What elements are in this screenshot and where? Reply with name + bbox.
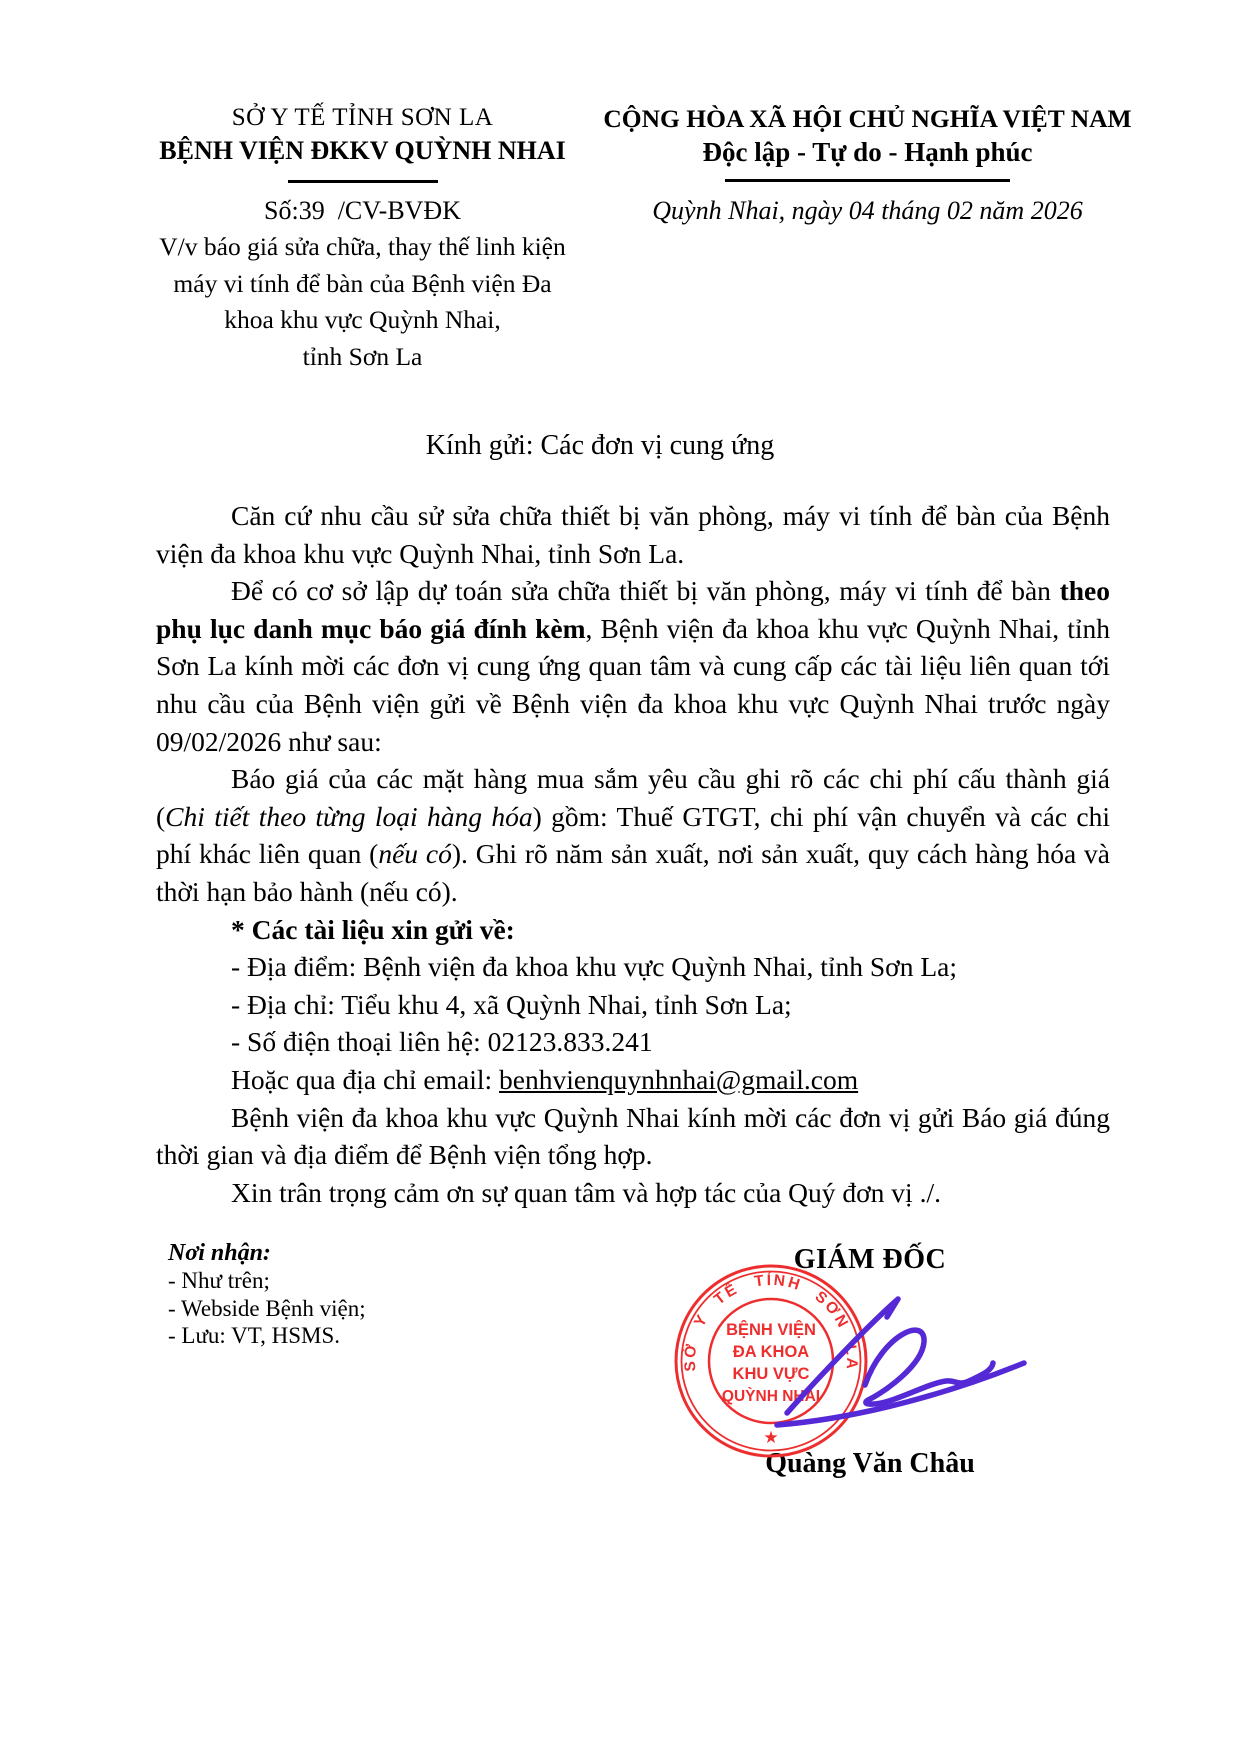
seal-inner-line: QUỲNH NHAI bbox=[721, 1388, 821, 1405]
text-run: , Bệnh viện đa khoa khu vực Quỳnh Nhai, tỉnh Sơn La kính mời các đơn vị cung ứng quan tâm và cung cấp các tài liệu liên quan tới nhu cầu của Bệnh viện gửi về Bệnh viện đa khoa khu vực Quỳnh Nhai trước ngày 09/02/2026 như sau: bbox=[156, 612, 1110, 757]
national-motto: Độc lập - Tự do - Hạnh phúc bbox=[702, 137, 1033, 167]
seal-inner-line: KHU VỰC bbox=[732, 1365, 810, 1383]
star-icon: ★ bbox=[763, 1428, 779, 1448]
subject-line: máy vi tính để bàn của Bệnh viện Đa bbox=[173, 268, 552, 298]
paragraph-quote-requirements bbox=[156, 760, 1110, 910]
recipients-title: Nơi nhận: bbox=[168, 1240, 271, 1266]
seal-inner-line: BỆNH VIỆN bbox=[726, 1321, 816, 1339]
send-to-heading: * Các tài liệu xin gửi về: bbox=[231, 913, 515, 945]
paragraph-invitation bbox=[156, 572, 1110, 760]
list-item-address: - Địa chỉ: Tiểu khu 4, xã Quỳnh Nhai, tỉnh Sơn La; bbox=[231, 988, 792, 1020]
signature-icon bbox=[640, 1242, 1040, 1457]
list-item-location: - Địa điểm: Bệnh viện đa khoa khu vực Quỳnh Nhai, tỉnh Sơn La; bbox=[231, 951, 957, 983]
director-signature bbox=[640, 1242, 1040, 1457]
recipients-block bbox=[168, 1240, 588, 1350]
header-rule-left bbox=[288, 180, 438, 183]
document-number: Số:39 /CV-BVĐK bbox=[264, 196, 461, 225]
seal-inner-line: ĐA KHOA bbox=[732, 1343, 810, 1361]
paragraph-thanks: Xin trân trọng cảm ơn sự quan tâm và hợp tác của Quý đơn vị ./. bbox=[231, 1176, 941, 1208]
paragraph-deadline: Bệnh viện đa khoa khu vực Quỳnh Nhai kính mời các đơn vị gửi Báo giá đúng thời gian và địa điểm để Bệnh viện tổng hợp. bbox=[156, 1101, 1110, 1171]
email-link[interactable]: benhvienquynhnhai@gmail.com bbox=[499, 1063, 859, 1095]
signer-name: Quàng Văn Châu bbox=[765, 1448, 975, 1479]
document-subject bbox=[135, 229, 590, 375]
national-header-block bbox=[600, 104, 1135, 226]
recipient-item: - Webside Bệnh viện; bbox=[168, 1295, 366, 1321]
subject-line: V/v báo giá sửa chữa, thay thế linh kiện bbox=[159, 232, 566, 261]
hospital-name: BỆNH VIỆN ĐKKV QUỲNH NHAI bbox=[159, 136, 566, 165]
list-item-phone: - Số điện thoại liên hệ: 02123.833.241 bbox=[231, 1026, 653, 1058]
seal-ring-text: SỞ Y TẾ TỈNH SƠN LA bbox=[681, 1271, 861, 1372]
issuing-agency-block bbox=[135, 104, 590, 375]
italic-run: nếu có bbox=[378, 838, 452, 870]
parent-agency-name: SỞ Y TẾ TỈNH SƠN LA bbox=[231, 104, 494, 131]
email-line bbox=[156, 1061, 1110, 1099]
subject-line: tỉnh Sơn La bbox=[302, 341, 423, 371]
recipient-item: - Lưu: VT, HSMS. bbox=[168, 1323, 340, 1348]
text-run: Để có cơ sở lập dự toán sửa chữa thiết bị văn phòng, máy vi tính để bàn bbox=[231, 575, 1060, 607]
salutation: Kính gửi: Các đơn vị cung ứng bbox=[425, 430, 775, 461]
recipient-item: - Như trên; bbox=[168, 1268, 270, 1293]
italic-run: Chi tiết theo từng loại hàng hóa bbox=[165, 800, 533, 832]
header-rule-right bbox=[725, 179, 1010, 182]
text-run: Báo giá của các mặt hàng mua sắm yêu cầu ghi rõ các chi phí cấu thành giá ( bbox=[156, 763, 1110, 832]
bold-run: theo phụ lục danh mục báo giá đính kèm bbox=[156, 575, 1110, 644]
signer-title: GIÁM ĐỐC bbox=[793, 1244, 947, 1275]
place-date-line: Quỳnh Nhai, ngày 04 tháng 02 năm 2026 bbox=[652, 196, 1083, 225]
subject-line: khoa khu vực Quỳnh Nhai, bbox=[224, 305, 501, 334]
signature-stroke-loop bbox=[865, 1330, 993, 1404]
national-title: CỘNG HÒA XÃ HỘI CHỦ NGHĨA VIỆT NAM bbox=[603, 104, 1132, 133]
document-body bbox=[156, 497, 1110, 1211]
text-run: Hoặc qua địa chỉ email: bbox=[231, 1063, 500, 1095]
text-run: ) gồm: Thuế GTGT, chi phí vận chuyển và các chi phí khác liên quan ( bbox=[156, 800, 1110, 870]
text-run: ). Ghi rõ năm sản xuất, nơi sản xuất, quy cách hàng hóa và thời hạn bảo hành (nếu có). bbox=[156, 838, 1110, 907]
paragraph-basis: Căn cứ nhu cầu sử sửa chữa thiết bị văn phòng, máy vi tính để bàn của Bệnh viện đa khoa khu vực Quỳnh Nhai, tỉnh Sơn La. bbox=[156, 500, 1110, 569]
